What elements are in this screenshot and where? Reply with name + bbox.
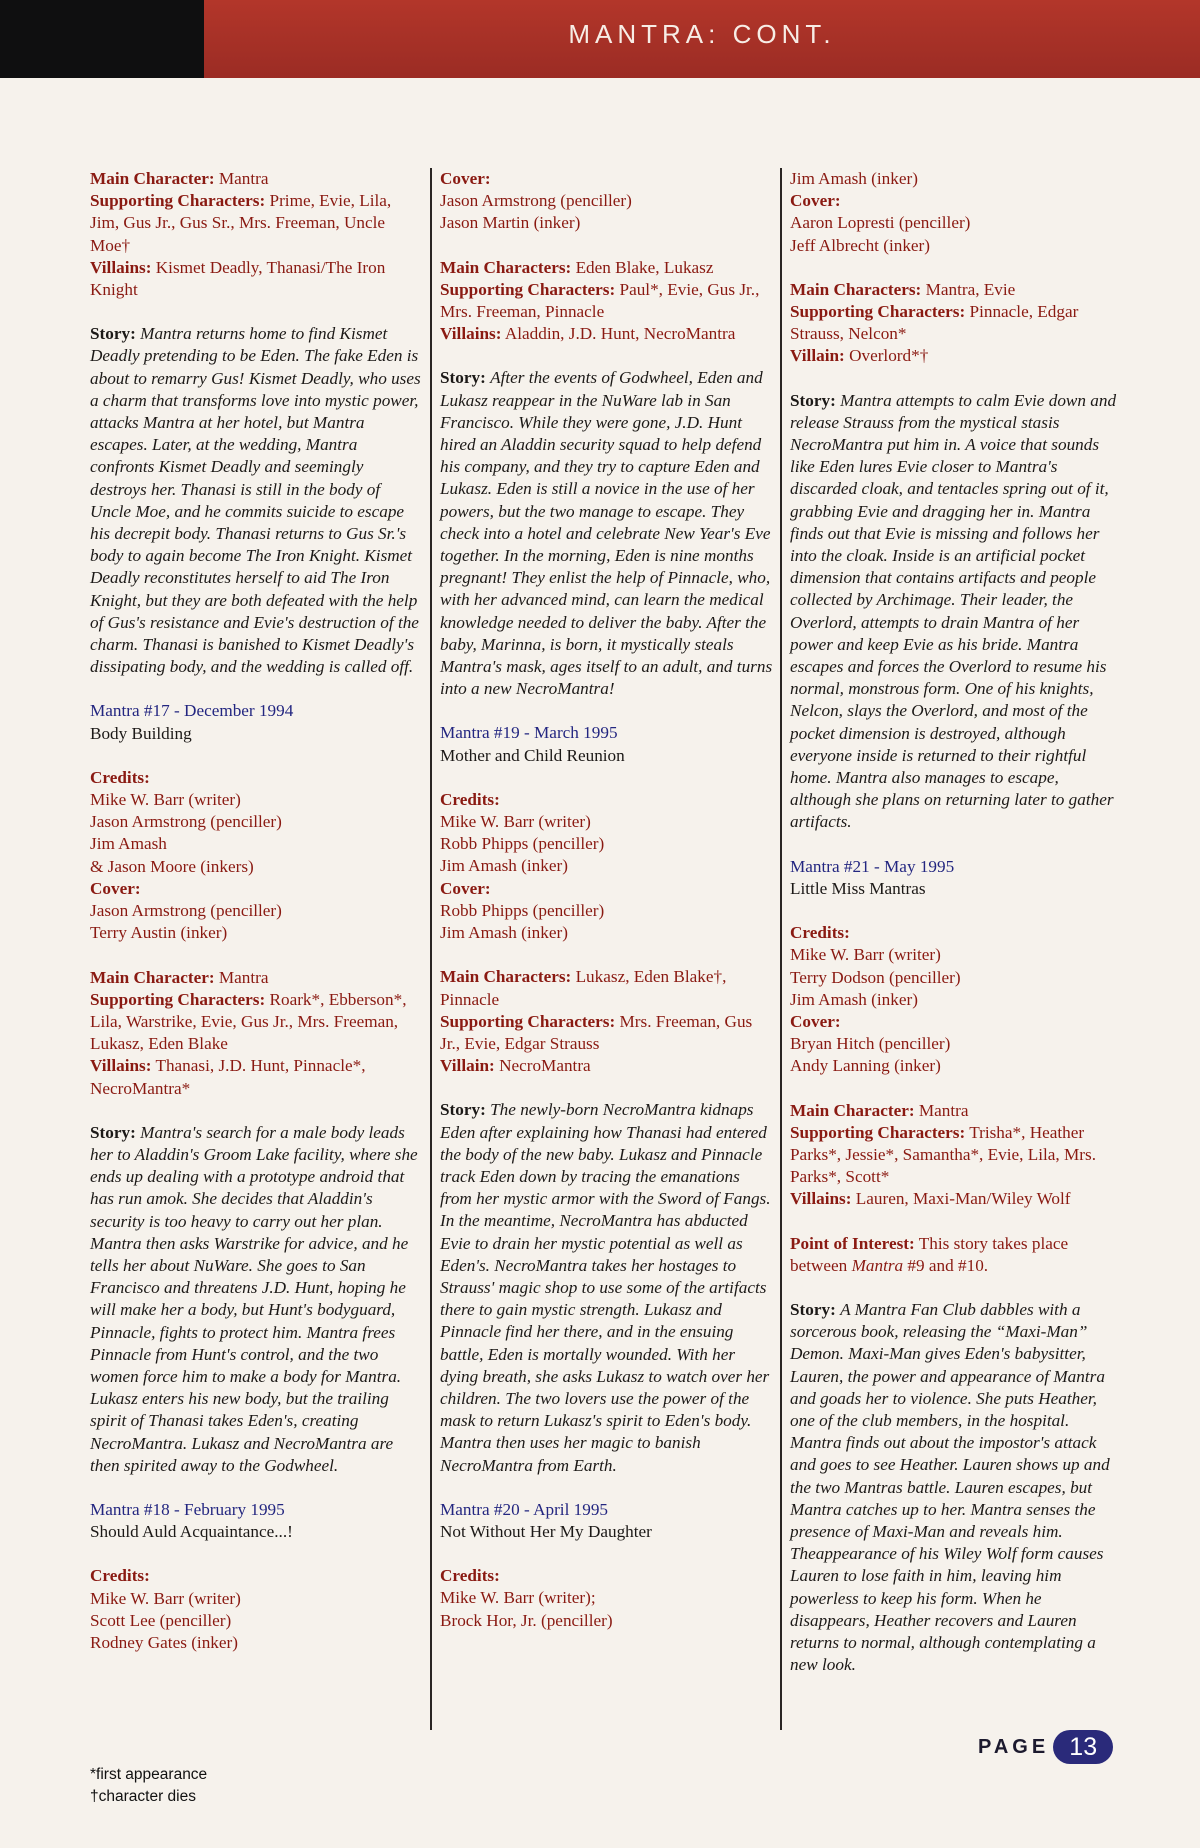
footnote-first-appearance: *first appearance <box>90 1766 208 1783</box>
issue-subtitle: Not Without Her My Daughter <box>440 1521 652 1541</box>
issue-heading: Mantra #19 - March 1995 <box>440 723 618 743</box>
credit-line: Jim Amash (inker) <box>790 989 918 1009</box>
cover-line: Jim Amash (inker) <box>440 923 568 943</box>
supporting-characters: Supporting Characters: Prime, Evie, Lila, Jim, Gus Jr., Gus Sr., Mrs. Freeman, Uncle Moe† <box>90 191 392 255</box>
story: Story: Mantra's search for a male body leads her to Aladdin's Groom Lake facility, where she ends up dealing with a prototype android that has run amok. She decides that Aladdin's security is too heavy to carry out her plan. Mantra then asks Warstrike for advice, and he tells her about NuWare. She goes to San Francisco and threatens J.D. Hunt, hoping he will make her a body, but Hunt's bodyguard, Pinnacle, fights to protect him. Mantra frees Pinnacle from Hunt's control, and the two women force him to make a body for Mantra. Lukasz enters his new body, but the trailing spirit of Thanasi takes Eden's, creating NecroMantra. Lukasz and NecroMantra are then spirited away to the Godwheel. <box>90 1122 418 1475</box>
column-2 <box>440 168 774 1632</box>
cover-line: Terry Austin (inker) <box>90 923 228 943</box>
page-number <box>978 1730 1113 1764</box>
story: Story: Mantra returns home to find Kismet Deadly pretending to be Eden. The fake Eden is about to remarry Gus! Kismet Deadly, who uses a charm that transforms love into mystic power, attacks Mantra at her hotel, but Mantra escapes. Later, at the wedding, Mantra confronts Kismet Deadly and seemingly destroys her. Thanasi is still in the body of Uncle Moe, and he commits suicide to escape his decrepit body. Thanasi returns to Gus Sr.'s body to again become The Iron Knight. Kismet Deadly reconstitutes herself to aid The Iron Knight, but they are both defeated with the help of Gus's resistance and Evie's destruction of the charm. Thanasi is banished to Kismet Deadly's dissipating body, and the wedding is called off. <box>90 324 421 677</box>
footnotes <box>90 1764 207 1808</box>
main-characters: Main Characters: Mantra, Evie <box>790 279 1016 299</box>
story: Story: After the events of Godwheel, Eden and Lukasz reappear in the NuWare lab in San Francisco. While they were gone, J.D. Hunt hired an Aladdin security squad to help defend his company, and they try to capture Eden and Lukasz. Eden is still a novice in the use of her powers, but the two manage to escape. They check into a hotel and celebrate New Year's Eve together. In the morning, Eden is nine months pregnant! They enlist the help of Pinnacle, who, with her advanced mind, can learn the medical knowledge needed to deliver the baby. After the baby, Marinna, is born, it mystically steals Mantra's mask, ages itself to an adult, and turns into a new NecroMantra! <box>440 368 773 699</box>
villains: Villains: Lauren, Maxi-Man/Wiley Wolf <box>790 1189 1071 1209</box>
main-character: Main Character: Mantra <box>90 169 269 188</box>
issue-heading: Mantra #17 - December 1994 <box>90 701 294 721</box>
credit-line: Mike W. Barr (writer) <box>90 1588 241 1608</box>
footnote-character-dies: †character dies <box>90 1788 196 1805</box>
main-character: Main Character: Mantra <box>790 1100 969 1120</box>
credit-line: Terry Dodson (penciller) <box>790 967 961 987</box>
supporting-characters: Supporting Characters: Mrs. Freeman, Gus Jr., Evie, Edgar Strauss <box>440 1011 753 1053</box>
column-3 <box>790 168 1124 1676</box>
cover-line: Bryan Hitch (penciller) <box>790 1034 951 1054</box>
issue-subtitle: Should Auld Acquaintance...! <box>90 1522 293 1542</box>
cover-line: Jason Armstrong (penciller) <box>440 191 632 211</box>
issue-heading: Mantra #20 - April 1995 <box>440 1499 609 1519</box>
cover-label: Cover: <box>90 878 141 898</box>
main-characters: Main Characters: Eden Blake, Lukasz <box>440 257 714 277</box>
cover-line: Jason Armstrong (penciller) <box>90 901 282 921</box>
cover-line: Robb Phipps (penciller) <box>440 900 605 920</box>
credit-line: Rodney Gates (inker) <box>90 1632 238 1652</box>
credit-line: Jim Amash (inker) <box>790 169 918 188</box>
credit-line: Mike W. Barr (writer) <box>440 812 591 832</box>
supporting-characters: Supporting Characters: Trisha*, Heather Parks*, Jessie*, Samantha*, Evie, Lila, Mrs. Parks*, Scott* <box>790 1122 1096 1187</box>
villains: Villains: Kismet Deadly, Thanasi/The Iron Knight <box>90 257 386 300</box>
villain: Villain: NecroMantra <box>440 1056 591 1076</box>
main-characters: Main Characters: Lukasz, Eden Blake†, Pinnacle <box>440 967 727 1009</box>
credits-label: Credits: <box>440 1566 500 1586</box>
credit-line: Scott Lee (penciller) <box>90 1610 232 1630</box>
credit-line: Mike W. Barr (writer); <box>440 1588 596 1608</box>
credit-line: Brock Hor, Jr. (penciller) <box>440 1610 613 1630</box>
credits-label: Credits: <box>90 767 150 787</box>
supporting-characters: Supporting Characters: Paul*, Evie, Gus Jr., Mrs. Freeman, Pinnacle <box>440 279 760 322</box>
cover-line: Andy Lanning (inker) <box>790 1056 941 1076</box>
story: Story: A Mantra Fan Club dabbles with a sorcerous book, releasing the “Maxi-Man” Demon. Maxi-Man gives Eden's babysitter, Lauren, the power and appearance of Mantra and goads her to violence. She puts Heather, one of the club members, in the hospital. Mantra finds out about the impostor's attack and goes to see Heather. Lauren shows up and the two Mantras battle. Lauren escapes, but Mantra catches up to her. Mantra senses the presence of Maxi-Man and reveals him. Theappearance of his Wiley Wolf form causes Lauren to lose faith in him, leaving him powerless to keep his form. When he disappears, Heather recovers and Lauren returns to normal, although contemplating a new look. <box>790 1299 1110 1675</box>
credit-line: Jim Amash <box>90 834 167 854</box>
supporting-characters: Supporting Characters: Roark*, Ebberson*, Lila, Warstrike, Evie, Gus Jr., Mrs. Freeman, Lukasz, Eden Blake <box>90 989 407 1054</box>
story: Story: Mantra attempts to calm Evie down and release Strauss from the mystical stasis NecroMantra put him in. A voice that sounds like Eden lures Evie closer to Mantra's discarded cloak, and tentacles spring out of it, grabbing Evie and dragging her in. Mantra finds out that Evie is missing and follows her into the cloak. Inside is an artificial pocket dimension that contains artifacts and people collected by Archimage. Their leader, the Overlord, attempts to drain Mantra of her power and keep Evie as his bride. Mantra escapes and forces the Overlord to resume his normal, monstrous form. One of his knights, Nelcon, slays the Overlord, and most of the pocket dimension is destroyed, although everyone inside is returned to their rightful home. Mantra also manages to escape, although she plans on returning later to gather artifacts. <box>790 390 1117 832</box>
credits-label: Credits: <box>790 923 850 943</box>
villains: Villains: Aladdin, J.D. Hunt, NecroMantra <box>440 324 736 344</box>
credits-label: Credits: <box>440 789 500 809</box>
supporting-characters: Supporting Characters: Pinnacle, Edgar Strauss, Nelcon* <box>790 302 1079 344</box>
cover-label: Cover: <box>790 191 841 211</box>
credit-line: Mike W. Barr (writer) <box>790 945 941 965</box>
issue-subtitle: Little Miss Mantras <box>790 878 926 898</box>
credits-label: Credits: <box>90 1566 150 1586</box>
credit-line: Jason Armstrong (penciller) <box>90 812 282 832</box>
main-character: Main Character: Mantra <box>90 967 269 987</box>
credit-line: & Jason Moore (inkers) <box>90 856 254 876</box>
issue-heading: Mantra #18 - February 1995 <box>90 1499 285 1519</box>
issue-subtitle: Mother and Child Reunion <box>440 745 625 765</box>
column-1 <box>90 168 424 1654</box>
cover-line: Jason Martin (inker) <box>440 213 581 233</box>
villains: Villains: Thanasi, J.D. Hunt, Pinnacle*, NecroMantra* <box>90 1056 366 1098</box>
page-number-badge: 13 <box>1053 1730 1113 1764</box>
credit-line: Mike W. Barr (writer) <box>90 790 241 810</box>
point-of-interest: Point of Interest: This story takes place between Mantra #9 and #10. <box>790 1233 1069 1275</box>
cover-label: Cover: <box>790 1011 841 1031</box>
credit-line: Robb Phipps (penciller) <box>440 834 605 854</box>
cover-line: Jeff Albrecht (inker) <box>790 235 930 255</box>
story: Story: The newly-born NecroMantra kidnaps Eden after explaining how Thanasi had entered the body of the new baby. Lukasz and Pinnacle track Eden down by tracing the emanations from her mystic armor with the Sword of Fangs. In the meantime, NecroMantra has abducted Evie to drain her mystic potential as well as Eden's. NecroMantra takes her hostages to Strauss' magic shop to use some of the artifacts there to gain mystic strength. Lukasz and Pinnacle find her there, and in the ensuing battle, Eden is mortally wounded. With her dying breath, she asks Lukasz to watch over her children. The two lovers use the power of the mask to return Lukasz's spirit to Eden's body. Mantra then uses her magic to banish NecroMantra from Earth. <box>440 1100 771 1475</box>
issue-heading: Mantra #21 - May 1995 <box>790 856 955 876</box>
issue-subtitle: Body Building <box>90 723 192 743</box>
villain: Villain: Overlord*† <box>790 346 929 366</box>
page-word: PAGE <box>978 1735 1050 1758</box>
cover-label: Cover: <box>440 878 491 898</box>
column-divider <box>430 168 432 1730</box>
cover-line: Aaron Lopresti (penciller) <box>790 213 971 233</box>
credit-line: Jim Amash (inker) <box>440 856 568 876</box>
cover-label: Cover: <box>440 169 491 188</box>
page-title: MANTRA: CONT. <box>568 19 836 49</box>
column-divider <box>780 168 782 1730</box>
